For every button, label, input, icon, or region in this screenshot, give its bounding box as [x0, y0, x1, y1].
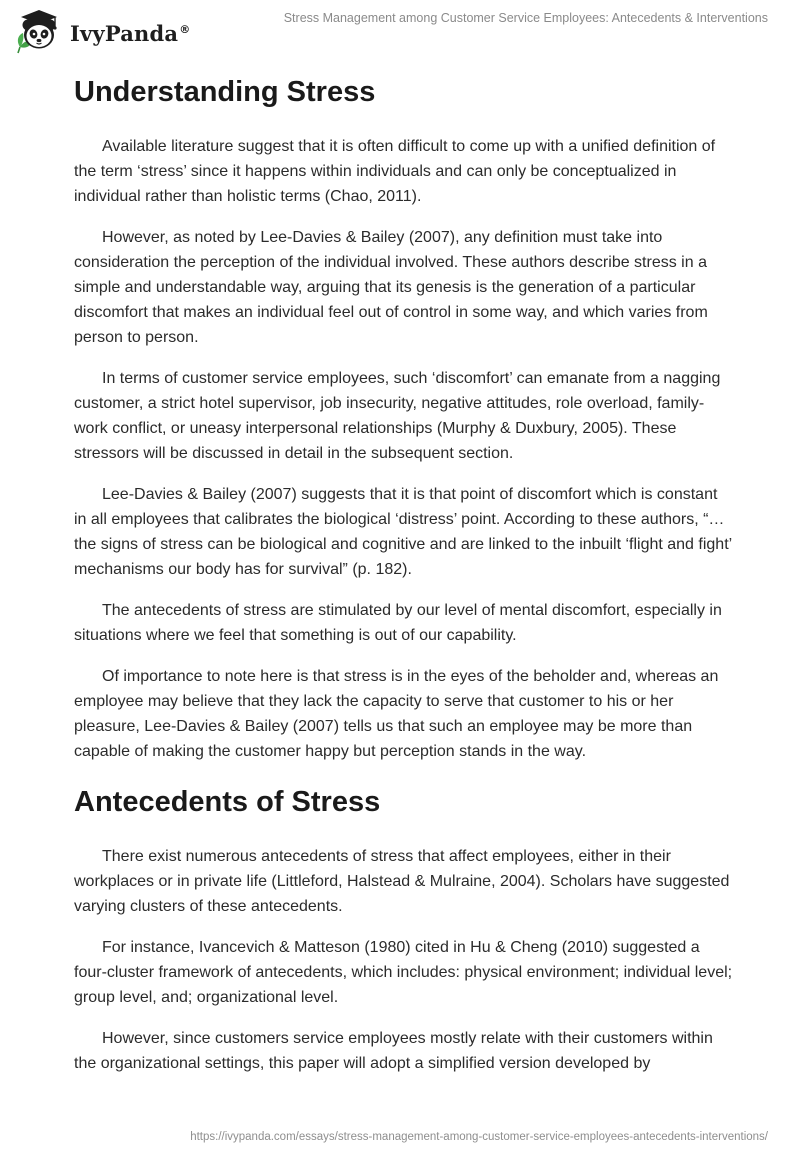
paragraph: Lee-Davies & Bailey (2007) suggests that it is that point of discomfort which is constant in all employees that calibrates the biological ‘distress’ point. According to these authors, “…the signs of stress can be biological and cognitive and are linked to the inbuilt ‘flight and fight’ mechanisms our body has for survival” (p. 182).	[74, 486, 732, 578]
brand-label: IvyPanda	[70, 20, 179, 46]
paragraph: Of importance to note here is that stress is in the eyes of the beholder and, whereas an employee may believe that they lack the capacity to serve that customer to his or her pleasure, Lee-Davies & Bailey (2007) tells us that such an employee may be more than capable of making the customer happy but perception stands in the way.	[74, 668, 719, 760]
registered-mark: ®	[179, 22, 191, 36]
essay-body	[74, 70, 734, 1092]
paragraph: The antecedents of stress are stimulated by our level of mental discomfort, especially in situations where we feel that something is out of our capability.	[74, 602, 722, 644]
paragraph: There exist numerous antecedents of stress that affect employees, either in their workplaces or in private life (Littleford, Halstead & Mulraine, 2004). Scholars have suggested varying clusters of these antecedents.	[74, 848, 730, 915]
document-title: Stress Management among Customer Service Employees: Antecedents & Interventions	[283, 11, 768, 25]
brand-name	[70, 21, 190, 46]
paragraph: Available literature suggest that it is often difficult to come up with a unified definition of the term ‘stress’ since it happens within individuals and can only be conceptualized in individual rather than holistic terms (Chao, 2011).	[74, 138, 716, 205]
paragraph: However, as noted by Lee-Davies & Bailey (2007), any definition must take into consideration the perception of the individual involved. These authors describe stress in a simple and understandable way, arguing that its genesis is the generation of a particular discomfort that makes an individual feel out of control in some way, and which varies from person to person.	[74, 229, 708, 346]
paragraph: For instance, Ivancevich & Matteson (1980) cited in Hu & Cheng (2010) suggested a four-cluster framework of antecedents, which includes: physical environment; individual level; group level, and; organizational level.	[74, 939, 733, 1006]
paragraph: In terms of customer service employees, such ‘discomfort’ can emanate from a nagging customer, a strict hotel supervisor, job insecurity, negative attitudes, role overload, family-work conflict, or uneasy interpersonal relationships (Murphy & Duxbury, 2005). These stressors will be discussed in detail in the subsequent section.	[74, 370, 721, 462]
page-header	[0, 0, 800, 60]
section-heading-understanding-stress: Understanding Stress	[74, 76, 376, 108]
panda-graduate-icon	[14, 7, 64, 57]
source-url-link[interactable]: https://ivypanda.com/essays/stress-management-among-customer-service-employees-antecedents-interventions/	[190, 1131, 768, 1143]
paragraph: However, since customers service employees mostly relate with their customers within the organizational settings, this paper will adopt a simplified version developed by	[74, 1030, 713, 1072]
section-heading-antecedents-of-stress: Antecedents of Stress	[74, 786, 381, 818]
ivypanda-logo[interactable]	[14, 7, 190, 57]
